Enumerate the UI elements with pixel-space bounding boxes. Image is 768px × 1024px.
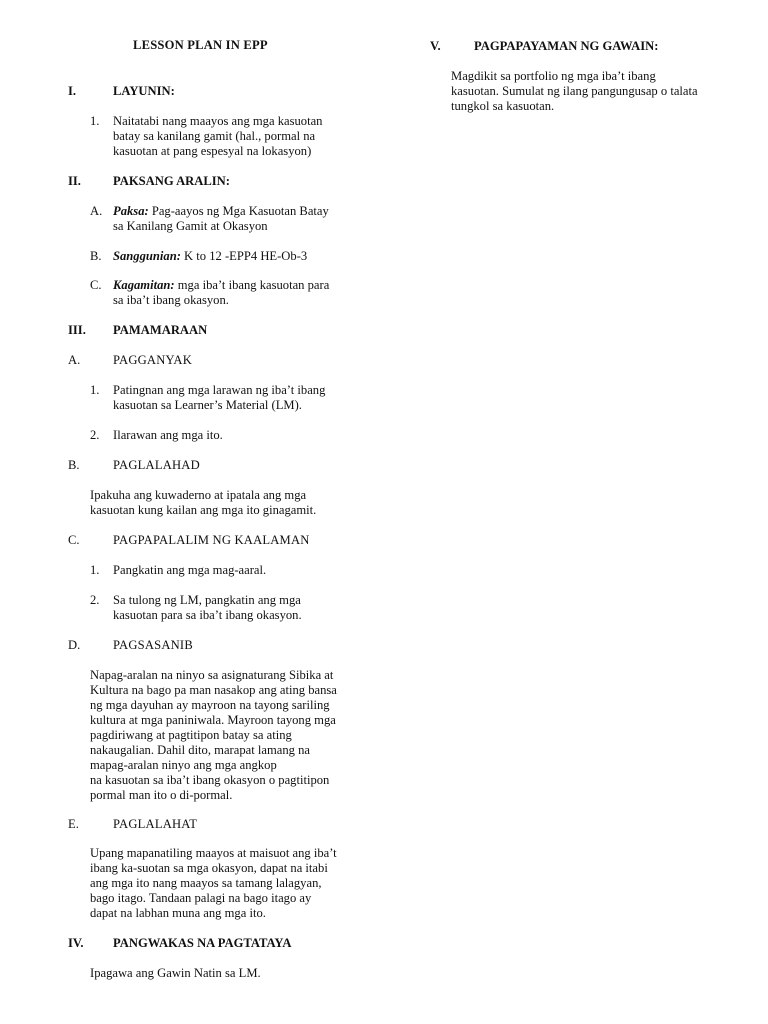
paragraph: Napag-aralan na ninyo sa asignaturang Sibika at Kultura na bago pa man nasakop ang ating bansa ng mga dayuhan ay mayroon na tayong sariling kultura at mga paniniwala. Mayroon tayong mga pagdiriwang at pagtitipon batay sa ating nakaugalian. Dahil dito, marapat lamang na mapag-aralan ninyo ang mga angkop na kasuotan sa iba’t ibang okasyon o pagtitipon pormal man ito o di-pormal. bbox=[90, 668, 337, 802]
section-numeral-1: I. bbox=[68, 84, 77, 98]
subsection-heading-pagsasanib: PAGSASANIB bbox=[113, 638, 193, 652]
section-heading-pangwakas: PANGWAKAS NA PAGTATAYA bbox=[113, 936, 292, 950]
section-heading-pamamaraan: PAMAMARAAN bbox=[113, 323, 208, 337]
list-letter: C. bbox=[90, 278, 102, 292]
subsection-letter: B. bbox=[68, 458, 80, 472]
list-item-text: Sa tulong ng LM, pangkatin ang mga kasuotan para sa iba’t ibang okasyon. bbox=[113, 593, 302, 622]
section-heading-layunin: LAYUNIN: bbox=[113, 84, 175, 98]
section-heading-paksang-aralin: PAKSANG ARALIN: bbox=[113, 174, 230, 188]
subsection-letter: D. bbox=[68, 638, 81, 652]
list-number: 1. bbox=[90, 114, 100, 128]
list-item-text: Pangkatin ang mga mag-aaral. bbox=[113, 563, 267, 577]
list-number: 2. bbox=[90, 428, 100, 442]
list-letter: B. bbox=[90, 249, 102, 263]
list-number: 2. bbox=[90, 593, 100, 607]
list-item-text: Naitatabi nang maayos ang mga kasuotan batay sa kanilang gamit (hal., pormal na kasuotan at pang espesyal na lokasyon) bbox=[113, 114, 323, 158]
list-item-text: Ilarawan ang mga ito. bbox=[113, 428, 223, 442]
subsection-heading-paglalahat: PAGLALAHAT bbox=[113, 817, 198, 831]
paragraph: Magdikit sa portfolio ng mga iba’t ibang kasuotan. Sumulat ng ilang pangungusap o talata tungkol sa kasuotan. bbox=[451, 69, 698, 113]
list-item-text: Patingnan ang mga larawan ng iba’t ibang kasuotan sa Learner’s Material (LM). bbox=[113, 383, 326, 412]
subsection-letter: E. bbox=[68, 817, 79, 831]
list-item-kagamitan: Kagamitan: mga iba’t ibang kasuotan para sa iba’t ibang okasyon. bbox=[113, 278, 330, 307]
page-title: LESSON PLAN IN EPP bbox=[133, 38, 268, 52]
paragraph: Upang mapanatiling maayos at maisuot ang iba’t ibang ka-suotan sa mga okasyon, dapat na itabi ang mga ito nang maayos sa tamang lalagyan, bago itago. Tandaan palagi na bago itago ay dapat na labhan muna ang mga ito. bbox=[90, 846, 337, 920]
subsection-letter: C. bbox=[68, 533, 80, 547]
section-numeral-5: V. bbox=[430, 39, 441, 53]
paragraph: Ipakuha ang kuwaderno at ipatala ang mga kasuotan kung kailan ang mga ito ginagamit. bbox=[90, 488, 317, 517]
section-numeral-3: III. bbox=[68, 323, 86, 337]
list-item-sanggunian: Sanggunian: K to 12 -EPP4 HE-Ob-3 bbox=[113, 249, 308, 263]
section-numeral-4: IV. bbox=[68, 936, 84, 950]
list-item-paksa: Paksa: Pag-aayos ng Mga Kasuotan Batay sa Kanilang Gamit at Okasyon bbox=[113, 204, 329, 233]
list-number: 1. bbox=[90, 563, 100, 577]
paragraph: Ipagawa ang Gawin Natin sa LM. bbox=[90, 966, 261, 980]
list-letter: A. bbox=[90, 204, 103, 218]
subsection-heading-paglalahad: PAGLALAHAD bbox=[113, 458, 200, 472]
subsection-heading-pagganyak: PAGGANYAK bbox=[113, 353, 193, 367]
list-number: 1. bbox=[90, 383, 100, 397]
section-numeral-2: II. bbox=[68, 174, 81, 188]
subsection-heading-pagpapalalim: PAGPAPALALIM NG KAALAMAN bbox=[113, 533, 310, 547]
section-heading-pagpapayaman: PAGPAPAYAMAN NG GAWAIN: bbox=[474, 39, 659, 53]
subsection-letter: A. bbox=[68, 353, 81, 367]
